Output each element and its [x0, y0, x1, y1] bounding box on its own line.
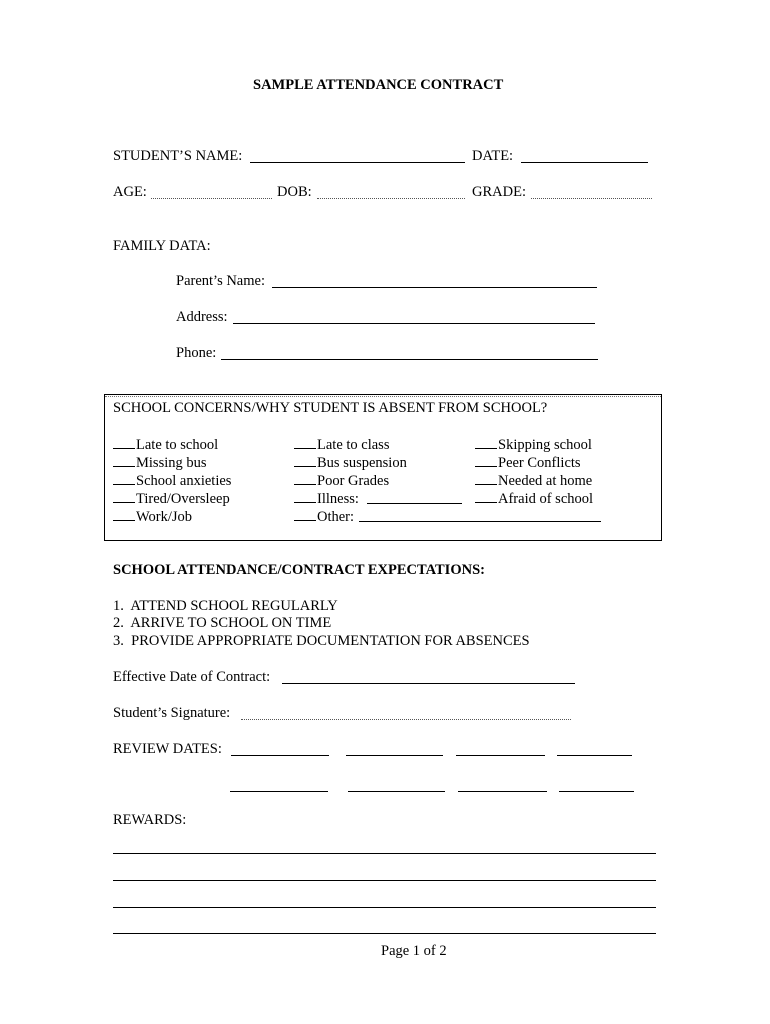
rewards-line[interactable]: [113, 907, 656, 908]
other-detail-field[interactable]: [359, 521, 601, 522]
checkbox-blank[interactable]: [294, 490, 316, 503]
concern-tired-oversleep[interactable]: Tired/Oversleep: [113, 490, 230, 507]
review-date-field[interactable]: [557, 755, 632, 756]
rewards-line[interactable]: [113, 853, 656, 854]
checkbox-blank[interactable]: [294, 508, 316, 521]
expectation-item: 2. ARRIVE TO SCHOOL ON TIME: [113, 615, 332, 631]
checkbox-blank[interactable]: [294, 472, 316, 485]
dob-field[interactable]: [317, 198, 465, 199]
rewards-line[interactable]: [113, 880, 656, 881]
concern-late-to-class[interactable]: Late to class: [294, 436, 389, 453]
phone-label: Phone:: [176, 345, 217, 361]
date-field[interactable]: [521, 162, 648, 163]
school-concerns-heading: SCHOOL CONCERNS/WHY STUDENT IS ABSENT FROM SCHOOL?: [113, 400, 548, 416]
checkbox-blank[interactable]: [113, 490, 135, 503]
review-date-field[interactable]: [348, 791, 445, 792]
address-field[interactable]: [233, 323, 595, 324]
checkbox-blank[interactable]: [475, 472, 497, 485]
grade-label: GRADE:: [472, 184, 526, 200]
checkbox-blank[interactable]: [475, 454, 497, 467]
expectation-item: 3. PROVIDE APPROPRIATE DOCUMENTATION FOR ABSENCES: [113, 633, 530, 649]
concern-skipping-school[interactable]: Skipping school: [475, 436, 592, 453]
review-date-field[interactable]: [346, 755, 443, 756]
grade-field[interactable]: [531, 198, 652, 199]
checkbox-blank[interactable]: [475, 490, 497, 503]
concern-peer-conflicts[interactable]: Peer Conflicts: [475, 454, 581, 471]
effective-date-label: Effective Date of Contract:: [113, 669, 271, 685]
phone-field[interactable]: [221, 359, 598, 360]
checkbox-blank[interactable]: [475, 436, 497, 449]
review-date-field[interactable]: [458, 791, 547, 792]
review-date-field[interactable]: [231, 755, 329, 756]
checkbox-blank[interactable]: [113, 436, 135, 449]
review-date-field[interactable]: [559, 791, 634, 792]
concern-needed-at-home[interactable]: Needed at home: [475, 472, 592, 489]
concern-late-to-school[interactable]: Late to school: [113, 436, 218, 453]
page-number: Page 1 of 2: [381, 943, 447, 959]
concern-work-job[interactable]: Work/Job: [113, 508, 192, 525]
parent-name-label: Parent’s Name:: [176, 273, 265, 289]
checkbox-blank[interactable]: [113, 454, 135, 467]
concern-afraid-of-school[interactable]: Afraid of school: [475, 490, 593, 507]
concern-school-anxieties[interactable]: School anxieties: [113, 472, 231, 489]
concern-bus-suspension[interactable]: Bus suspension: [294, 454, 407, 471]
age-field[interactable]: [151, 198, 272, 199]
rewards-label: REWARDS:: [113, 812, 187, 828]
student-name-field[interactable]: [250, 162, 465, 163]
family-data-heading: FAMILY DATA:: [113, 238, 211, 254]
effective-date-field[interactable]: [282, 683, 575, 684]
concern-missing-bus[interactable]: Missing bus: [113, 454, 207, 471]
student-name-label: STUDENT’S NAME:: [113, 148, 243, 164]
review-date-field[interactable]: [230, 791, 328, 792]
address-label: Address:: [176, 309, 228, 325]
rewards-line[interactable]: [113, 933, 656, 934]
signature-label: Student’s Signature:: [113, 705, 231, 721]
illness-detail-field[interactable]: [367, 503, 462, 504]
age-label: AGE:: [113, 184, 147, 200]
review-dates-label: REVIEW DATES:: [113, 741, 222, 757]
checkbox-blank[interactable]: [294, 454, 316, 467]
expectations-heading: SCHOOL ATTENDANCE/CONTRACT EXPECTATIONS:: [113, 562, 485, 578]
checkbox-blank[interactable]: [113, 508, 135, 521]
checkbox-blank[interactable]: [113, 472, 135, 485]
dob-label: DOB:: [277, 184, 312, 200]
concern-other[interactable]: Other:: [294, 508, 354, 525]
expectation-item: 1. ATTEND SCHOOL REGULARLY: [113, 598, 338, 614]
date-label: DATE:: [472, 148, 514, 164]
concern-poor-grades[interactable]: Poor Grades: [294, 472, 389, 489]
concern-illness[interactable]: Illness:: [294, 490, 359, 507]
document-title: SAMPLE ATTENDANCE CONTRACT: [253, 77, 504, 93]
checkbox-blank[interactable]: [294, 436, 316, 449]
review-date-field[interactable]: [456, 755, 545, 756]
parent-name-field[interactable]: [272, 287, 597, 288]
signature-field[interactable]: [241, 719, 571, 720]
